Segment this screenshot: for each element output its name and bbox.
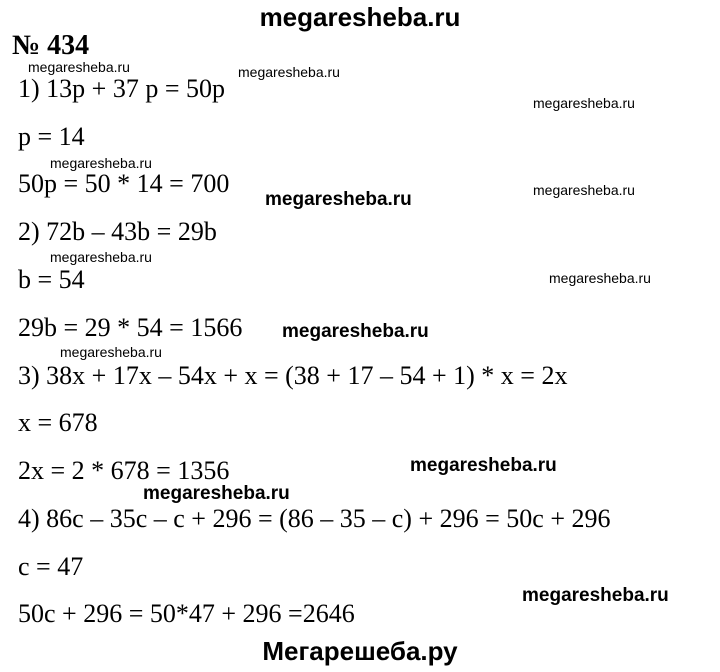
solution-line-7: 3) 38x + 17x – 54x + x = (38 + 17 – 54 + 1) * x = 2x [18,361,568,390]
watermark-large: megaresheba.ru [522,585,669,606]
solution-line-4: 2) 72b – 43b = 29b [18,217,217,246]
watermark-small: megaresheba.ru [533,95,635,111]
solution-line-3: 50p = 50 * 14 = 700 [18,169,230,198]
watermark-small: megaresheba.ru [238,64,340,80]
solution-line-5: b = 54 [18,265,85,294]
watermark-small: megaresheba.ru [60,344,162,360]
solution-line-8: x = 678 [18,408,98,437]
watermark-large: megaresheba.ru [282,321,429,342]
watermark-small: megaresheba.ru [533,182,635,198]
watermark-large: megaresheba.ru [410,455,557,476]
solution-line-1: 1) 13p + 37 p = 50p [18,74,225,103]
solution-line-6: 29b = 29 * 54 = 1566 [18,313,243,342]
watermark-small: megaresheba.ru [28,59,130,75]
solution-line-10: 4) 86c – 35c – c + 296 = (86 – 35 – c) + 296 = 50c + 296 [18,504,611,533]
watermark-small: megaresheba.ru [50,155,152,171]
site-footer: Мегарешеба.ру [262,636,458,666]
watermark-large: megaresheba.ru [265,189,412,210]
solution-line-12: 50c + 296 = 50*47 + 296 =2646 [18,599,355,628]
problem-number: № 434 [12,30,90,61]
watermark-small: megaresheba.ru [50,249,152,265]
solution-line-2: p = 14 [18,122,85,151]
watermark-small: megaresheba.ru [549,270,651,286]
site-header: megaresheba.ru [259,2,461,32]
watermark-large: megaresheba.ru [143,483,290,504]
solution-line-11: c = 47 [18,552,84,581]
solution-line-9: 2x = 2 * 678 = 1356 [18,456,230,485]
